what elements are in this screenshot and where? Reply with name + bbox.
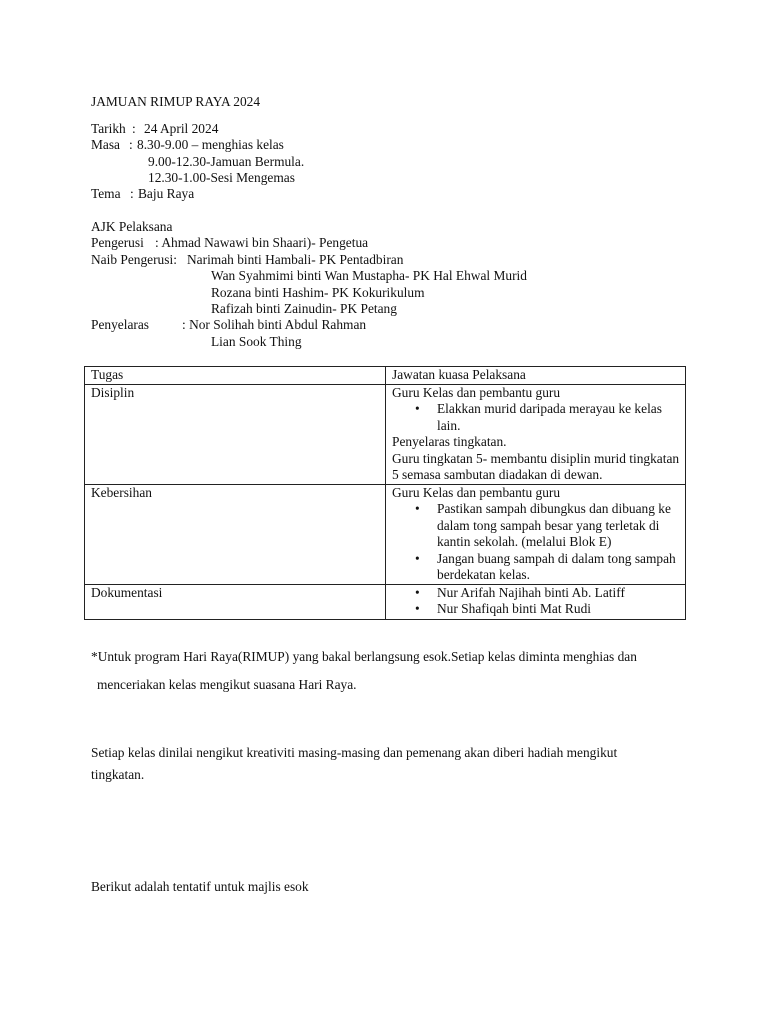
list-item <box>415 550 681 584</box>
tugas-cell: Kebersihan <box>85 484 386 584</box>
tema-value: Baju Raya <box>138 186 195 201</box>
tema-separator: : <box>130 186 134 201</box>
list-item-text: Pastikan sampah dibungkus dan dibuang ke dalam tong sampah besar yang terletak di kantin sekolah. (melalui Blok E) <box>437 501 671 549</box>
masa-line: 12.30-1.00-Sesi Mengemas <box>148 170 295 185</box>
tugas-cell: Disiplin <box>85 384 386 484</box>
list-item <box>415 601 681 618</box>
list-item-text: Nur Shafiqah binti Mat Rudi <box>437 601 591 616</box>
masa-label: Masa <box>91 137 121 152</box>
note-paragraph: menceriakan kelas mengikut suasana Hari Raya. <box>97 677 357 692</box>
tugas-cell: Dokumentasi <box>85 584 386 619</box>
masa-line: 9.00-12.30-Jamuan Bermula. <box>148 154 305 169</box>
penyelaras-label: Penyelaras <box>91 317 150 332</box>
tarikh-separator: : <box>132 121 136 136</box>
penyelaras-line: : Nor Solihah binti Abdul Rahman <box>182 317 367 332</box>
pelaksana-cell <box>386 584 686 619</box>
table-header-row <box>85 367 686 385</box>
bullet-list <box>392 585 681 618</box>
note-paragraph: Setiap kelas dinilai nengikut kreativiti masing-masing dan pemenang akan diberi hadiah mengikut <box>91 745 618 760</box>
masa-separator: : <box>129 137 133 152</box>
note-paragraph: Berikut adalah tentatif untuk majlis esok <box>91 879 309 894</box>
tarikh-value: 24 April 2024 <box>144 121 219 136</box>
bullet-icon: • <box>415 550 420 566</box>
note-paragraph: tingkatan. <box>91 767 145 782</box>
tema-label: Tema <box>91 186 121 201</box>
cell-text: Guru Kelas dan pembantu guru <box>392 384 561 400</box>
pelaksana-cell <box>386 484 686 584</box>
list-item <box>415 501 681 551</box>
bullet-icon: • <box>415 601 420 616</box>
bullet-list <box>392 401 681 434</box>
pelaksana-cell <box>386 384 686 484</box>
table-row <box>85 484 686 584</box>
table-header-cell: Jawatan kuasa Pelaksana <box>386 367 686 385</box>
list-item-text: Nur Arifah Najihah binti Ab. Latiff <box>437 584 625 600</box>
naib-pengerusi-line: Wan Syahmimi binti Wan Mustapha- PK Hal Ehwal Murid <box>211 268 527 283</box>
masa-line: 8.30-9.00 – menghias kelas <box>137 137 284 152</box>
bullet-icon: • <box>415 401 420 416</box>
tugas-table <box>84 366 686 620</box>
penyelaras-line: Lian Sook Thing <box>211 334 302 349</box>
naib-pengerusi-line: Narimah binti Hambali- PK Pentadbiran <box>187 252 404 267</box>
naib-pengerusi-label: Naib Pengerusi: <box>91 252 177 267</box>
naib-pengerusi-line: Rozana binti Hashim- PK Kokurikulum <box>211 285 425 300</box>
cell-text: Guru Kelas dan pembantu guru <box>392 484 561 500</box>
list-item-text: Elakkan murid daripada merayau ke kelas lain. <box>437 401 662 433</box>
cell-text: Guru tingkatan 5- membantu disiplin murid tingkatan 5 semasa sambutan diadakan di dewan. <box>392 450 680 482</box>
table-row <box>85 584 686 619</box>
list-item-text: Jangan buang sampah di dalam tong sampah berdekatan kelas. <box>437 550 676 582</box>
table-header-cell: Tugas <box>85 367 386 385</box>
bullet-list <box>392 501 681 584</box>
pengerusi-label: Pengerusi <box>91 235 144 250</box>
naib-pengerusi-line: Rafizah binti Zainudin- PK Petang <box>211 301 397 316</box>
document-title: JAMUAN RIMUP RAYA 2024 <box>91 94 261 109</box>
pengerusi-value: : Ahmad Nawawi bin Shaari)- Pengetua <box>155 235 369 250</box>
note-paragraph: *Untuk program Hari Raya(RIMUP) yang bakal berlangsung esok.Setiap kelas diminta menghias dan <box>91 649 637 664</box>
bullet-icon: • <box>415 584 420 600</box>
list-item <box>415 401 681 434</box>
list-item <box>415 584 681 602</box>
cell-text: Penyelaras tingkatan. <box>392 434 507 449</box>
tarikh-label: Tarikh <box>91 121 126 136</box>
ajk-heading: AJK Pelaksana <box>91 219 173 234</box>
bullet-icon: • <box>415 501 420 516</box>
table-row <box>85 384 686 484</box>
